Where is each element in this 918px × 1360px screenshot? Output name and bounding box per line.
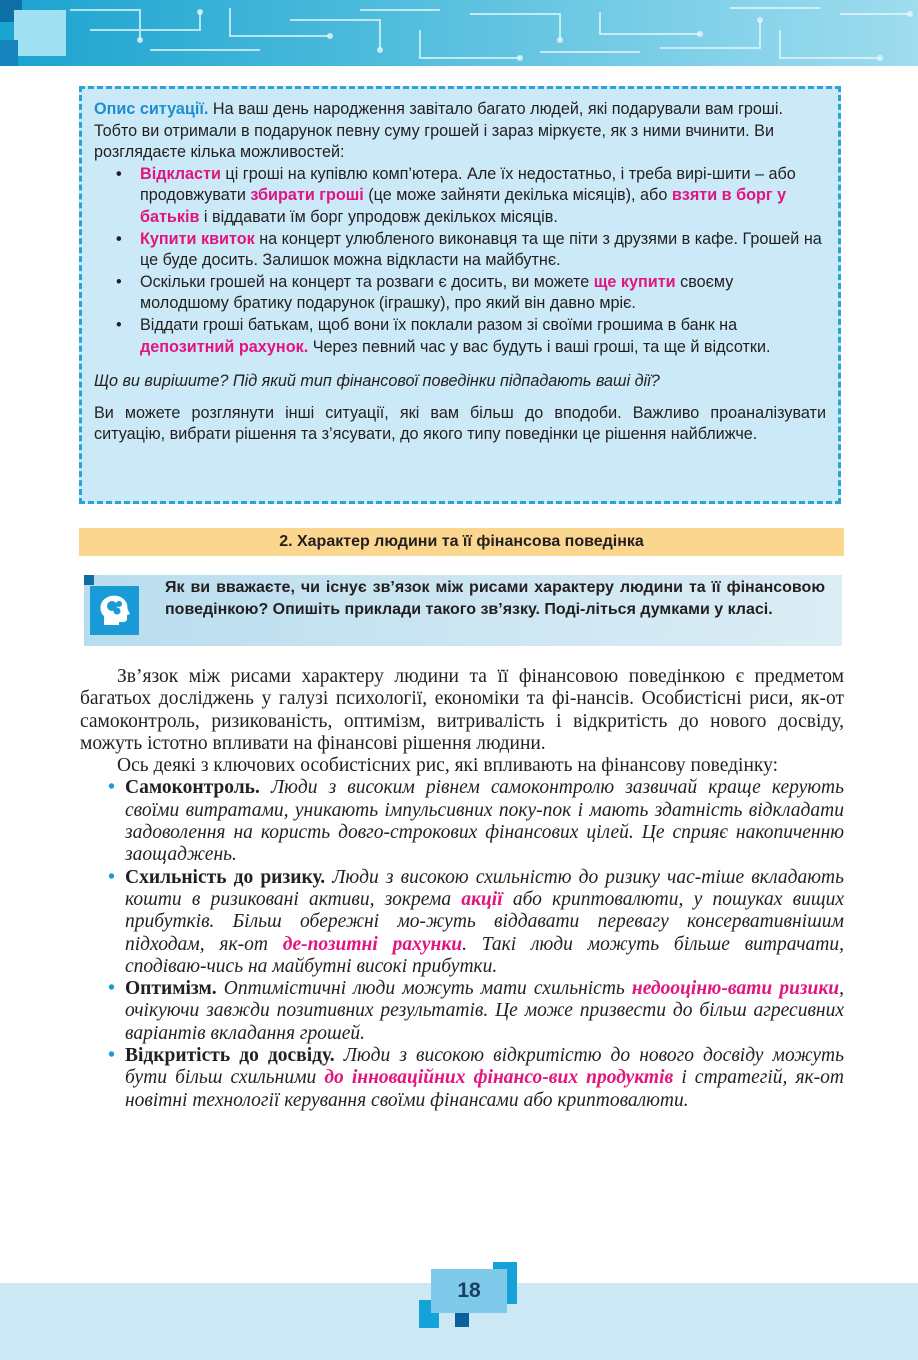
trait-term: Оптимізм. [125, 978, 217, 1000]
option-text: на концерт улюбленого виконавця та ще піти з друзями в кафе. Грошей на це буде досить. Залишок можна відкласти на майбутнє. [140, 229, 822, 270]
page-number: 18 [431, 1269, 507, 1313]
situation-question: Що ви вирішите? Під який тип фінансової поведінки підпадають ваші дії? [94, 372, 660, 391]
trait-description: , очікуючи завжди позитивних результатів. Це може призвести до більш агресивних варіантів вкладання грошей. [125, 978, 844, 1044]
body-paragraph-2: Ось деякі з ключових особистісних рис, які впливають на фінансову поведінку: [117, 755, 779, 777]
head-thinking-icon [96, 592, 133, 629]
discussion-box [84, 575, 842, 646]
bullet: • [108, 977, 116, 1000]
situation-intro [94, 99, 826, 164]
body-paragraph-1: Зв’язок між рисами характеру людини та її фінансовою поведінкою є предметом багатьох досліджень у галузі психології, економіки та фі-нансів. Особистісні риси, як-от самоконтроль, ризикованість, оптимізм, витривалість і відкритість до нового досвіду, можуть істотно впливати на фінансові рішення людини. [80, 666, 844, 754]
bullet: • [116, 315, 122, 334]
trait-description: Люди з високою відкритістю до нового досвіду можуть бути більш схильними [125, 1045, 844, 1089]
trait-description: Оптимістичні люди можуть мати схильність [216, 978, 632, 1000]
highlight-term: недооціню-вати ризики [631, 978, 840, 1000]
highlight-term: взяти в борг у батьків [140, 186, 787, 226]
trait-description: і стратегій, як-от новітні технології керування своїми фінансами або криптовалюти. [125, 1067, 844, 1111]
option-text: ці гроші на купівлю комп’ютера. Але їх недостатньо, і треба вирі-шити – або продовжувати [140, 164, 796, 205]
bullet: • [108, 1044, 116, 1067]
discussion-icon-box [90, 586, 139, 635]
option-text: Через певний час у вас будуть і ваші гроші, та ще й відсотки. [308, 337, 771, 356]
trait-description: Люди з високою схильністю до ризику час-тіше вкладають кошти в ризиковані активи, зокрема [125, 866, 844, 910]
situation-closing: Ви можете розглянути інші ситуації, які вам більш до вподоби. Важливо проаналізувати ситуацію, вибрати рішення та з’ясувати, до якого типу поведінки це рішення найближче. [94, 403, 826, 444]
bullet: • [116, 229, 122, 248]
situation-options [94, 164, 826, 358]
situation-lead-label: Опис ситуації. [94, 100, 209, 118]
option-text: Оскільки грошей на концерт та розваги є досить, ви можете [140, 272, 594, 291]
situation-box [79, 86, 841, 504]
situation-option-2 [94, 229, 826, 272]
situation-option-3 [94, 272, 826, 315]
option-text: і віддавати їм борг упродовж декількох місяців. [199, 207, 558, 226]
circuit-decoration [0, 0, 918, 66]
corner-decoration [84, 575, 94, 585]
option-text: (це може зайняти декілька місяців), або [363, 186, 672, 205]
trait-description: Люди з високим рівнем самоконтролю зазвичай краще керують своїми витратами, уникають імпульсивних поку-пок і мають здатність відкладати задоволення на користь довго-строкових фінансових цілей. Це сприяє накопиченню заощаджень. [125, 777, 844, 866]
section-heading: 2. Характер людини та її фінансова поведінка [79, 528, 844, 556]
trait-item [80, 1045, 844, 1112]
trait-item [80, 777, 844, 866]
bullet: • [116, 164, 122, 183]
main-body [80, 666, 844, 1112]
bullet: • [108, 865, 116, 888]
option-text: своєму молодшому братику подарунок (іграшку), про який він давно мріє. [140, 272, 734, 313]
highlight-term: ще купити [593, 272, 676, 291]
situation-option-4 [94, 315, 826, 358]
trait-term: Відкритість до досвіду. [125, 1045, 335, 1067]
option-text: Віддати гроші батькам, щоб вони їх поклали разом зі своїми грошима в банк на [140, 315, 738, 334]
trait-item [80, 978, 844, 1045]
discussion-text: Як ви вважаєте, чи існує зв’язок між рисами характеру людини та її фінансовою поведінкою? Опишіть приклади такого зв’язку. Поді-літься думками у класі. [165, 579, 825, 618]
trait-description: або криптовалюти, у пошуках вищих прибутків. Більш обережні мо-жуть віддавати перевагу консервативнішим підходам, як-от [125, 888, 844, 955]
highlight-term: збирати гроші [250, 186, 364, 205]
highlight-term: акції [461, 888, 503, 910]
highlight-term: депозитний рахунок. [140, 337, 309, 356]
highlight-term: де-позитні рахунки [282, 933, 463, 955]
highlight-term: до інноваційних фінансо-вих продуктів [324, 1067, 674, 1089]
highlight-term: Відкласти [140, 164, 221, 183]
header-banner [0, 0, 918, 66]
situation-option-1 [94, 164, 826, 229]
trait-item [80, 867, 844, 978]
highlight-term: Купити квиток [140, 229, 255, 248]
situation-intro-text: На ваш день народження завітало багато людей, які подарували вам гроші. Тобто ви отримали в подарунок певну суму грошей і зараз міркуєте, як з ними вчинити. Ви розглядаєте кілька можливостей: [94, 100, 784, 162]
bullet: • [108, 776, 116, 799]
trait-term: Схильність до ризику. [125, 866, 326, 888]
page-number-decoration [455, 1313, 469, 1327]
trait-description: . Такі люди можуть більше витрачати, сподіваю-чись на майбутні високі прибутки. [125, 933, 845, 977]
traits-list [80, 777, 844, 1111]
bullet: • [116, 272, 122, 291]
trait-term: Самоконтроль. [125, 777, 260, 799]
